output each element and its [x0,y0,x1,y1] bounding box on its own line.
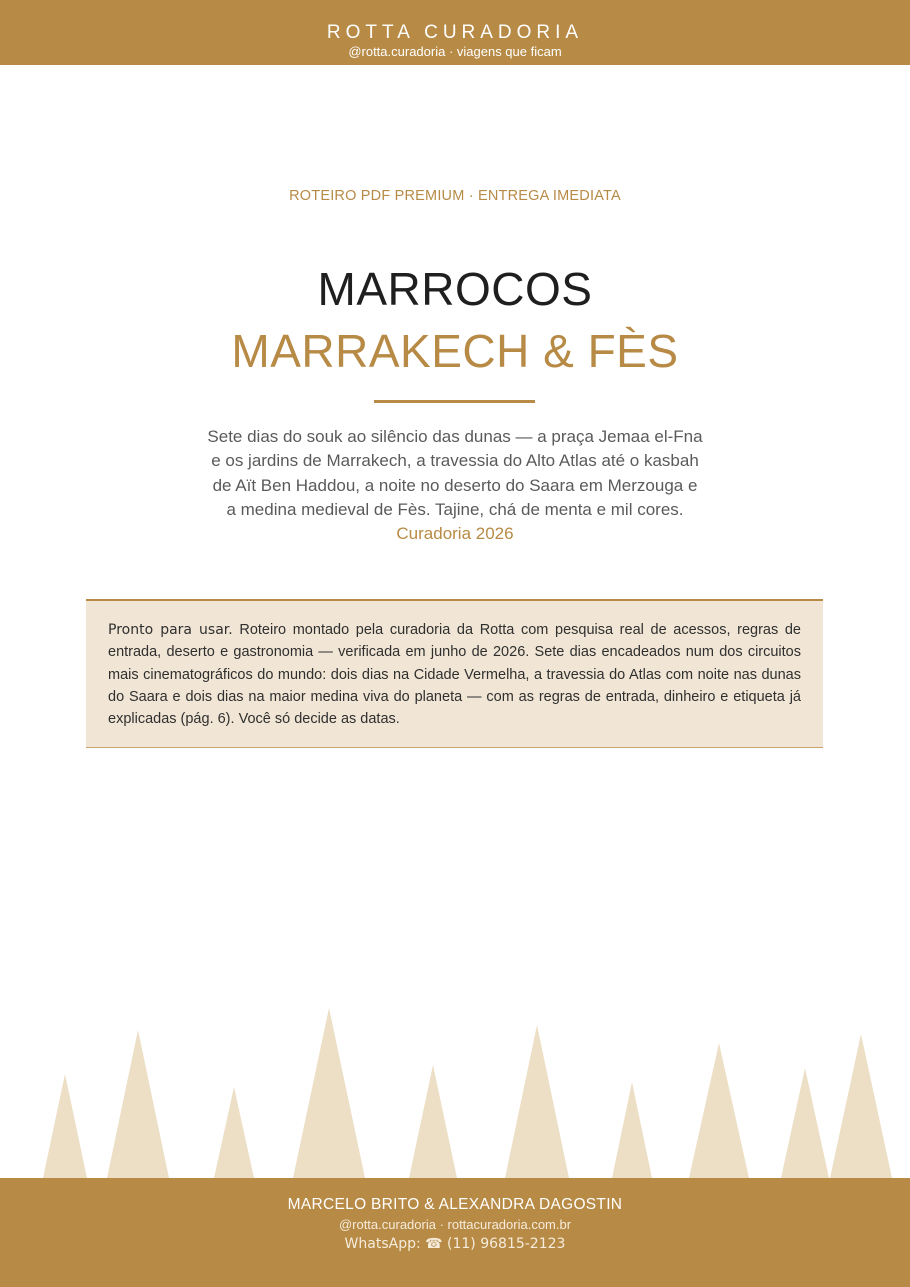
footer-links[interactable]: @rotta.curadoria · rottacuradoria.com.br [338,1217,572,1232]
callout-text [108,619,801,730]
header-bar [0,0,910,65]
intro-line: Sete dias do souk ao silêncio das dunas — a praça Jemaa el-Fna [207,427,703,446]
dune-peak [409,1065,457,1178]
dune-peak [214,1087,254,1178]
footer-bar [0,1178,910,1287]
dune-peak [612,1082,652,1178]
dune-peak [293,1008,365,1178]
intro-paragraph [185,425,725,546]
intro-line: de Aït Ben Haddou, a noite no deserto do Saara em Merzouga e [212,475,698,495]
intro-line: e os jardins de Marrakech, a travessia do Alto Atlas até o kasbah [211,451,699,471]
dune-peaks-illustration [0,1000,910,1180]
dune-peak [505,1025,569,1178]
brand-name: ROTTA CURADORIA [326,22,584,43]
callout-body: Roteiro montado pela curadoria da Rotta com pesquisa real de acessos, regras de entrada, deserto e gastronomia — verificada em junho de 2026. Sete dias encadeados num dos circuitos mais cinematográficos do mundo: dois dias na Cidade Vermelha, a travessia do Atlas com noite nas dunas do Saara e dois dias na maior medina viva do planeta — com as regras de entrada, dinheiro e etiqueta já explicadas (pág. 6). Você só decide as datas. [108,622,801,728]
intro-accent: Curadoria 2026 [396,524,514,544]
dune-peak [43,1074,87,1178]
page-subtitle: MARRAKECH & FÈS [231,325,679,377]
page-title: MARROCOS [317,263,593,315]
intro-line: a medina medieval de Fès. Tajine, chá de menta e mil cores. [226,499,684,519]
title-divider [374,400,535,403]
dune-peak [830,1034,892,1178]
footer-whatsapp[interactable]: WhatsApp: ☎ (11) 96815-2123 [344,1236,566,1252]
footer-authors: MARCELO BRITO & ALEXANDRA DAGOSTIN [287,1196,623,1213]
callout-box [86,599,823,748]
brand-handle: @rotta.curadoria · viagens que ficam [348,44,562,59]
dune-peak [107,1030,169,1178]
dune-peak [781,1068,829,1178]
kicker-label: ROTEIRO PDF PREMIUM · ENTREGA IMEDIATA [289,188,621,204]
callout-lead: Pronto para usar. [108,622,233,638]
dune-peak [689,1043,749,1178]
